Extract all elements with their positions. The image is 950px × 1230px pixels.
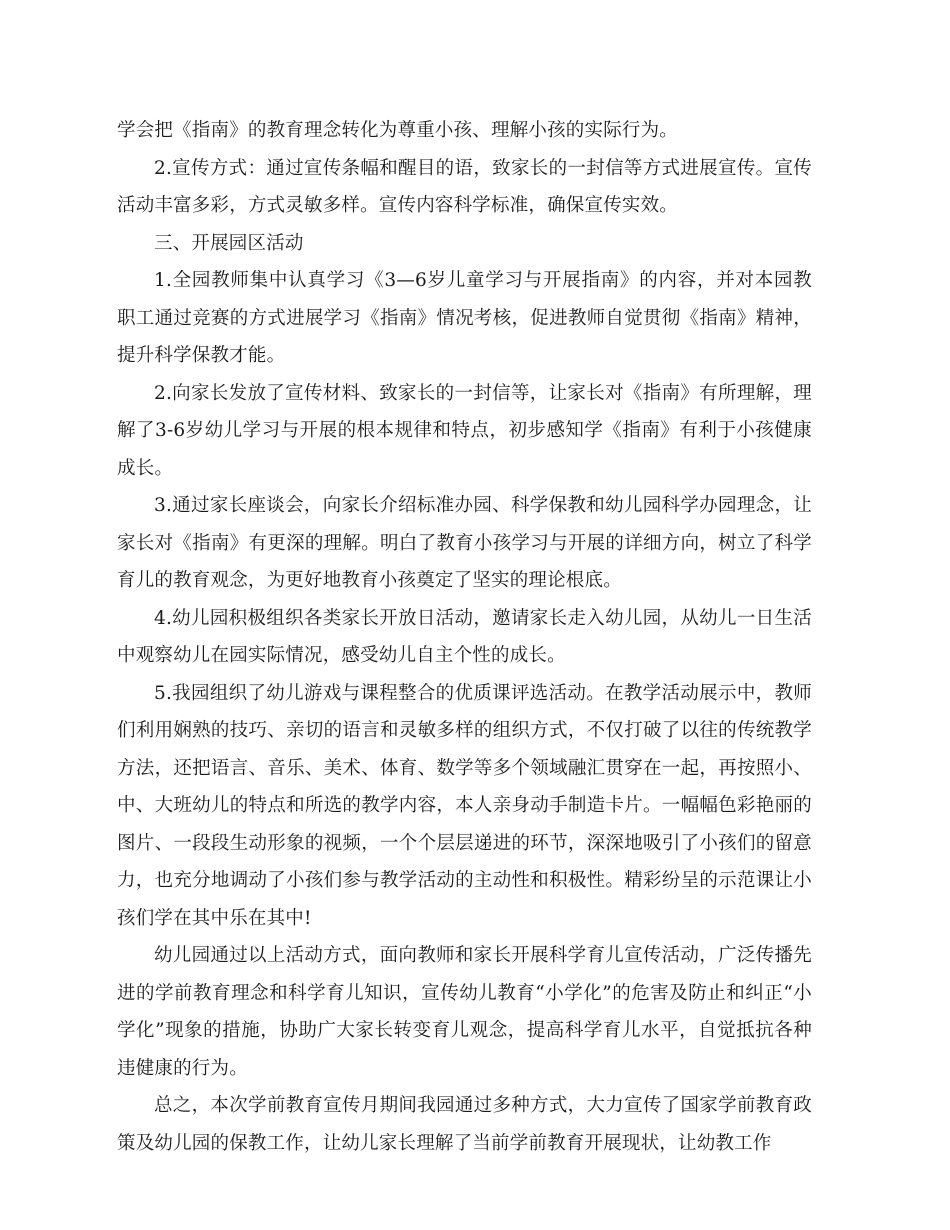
section-heading-activities: 三、开展园区活动 <box>154 232 304 254</box>
paragraph-item-2: 2.向家长发放了宣传材料、致家长的一封信等，让家长对《指南》有所理解，理解了3-6岁幼儿学习与开展的根本规律和特点，初步感知学《指南》有利于小孩健康成长。 <box>117 382 812 479</box>
paragraph-continuation: 学会把《指南》的教育理念转化为尊重小孩、理解小孩的实际行为。 <box>117 120 679 141</box>
paragraph-item-3: 3.通过家长座谈会，向家长介绍标准办园、科学保教和幼儿园科学办园理念，让家长对《指南》有更深的理解。明白了教育小孩学习与开展的详细方向，树立了科学育儿的教育观念，为更好地教育小孩奠定了坚实的理论根底。 <box>117 495 812 591</box>
paragraph-item-5: 5.我园组织了幼儿游戏与课程整合的优质课评选活动。在教学活动展示中，教师们利用娴熟的技巧、亲切的语言和灵敏多样的组织方式，不仅打破了以往的传统教学方法，还把语言、音乐、美术、体育、数学等多个领域融汇贯穿在一起，再按照小、中、大班幼儿的特点和所选的教学内容，本人亲身动手制造卡片。一幅幅色彩艳丽的图片、一段段生动形象的视频，一个个层层递进的环节，深深地吸引了小孩们的留意力，也充分地调动了小孩们参与教学活动的主动性和积极性。精彩纷呈的示范课让小孩们学在其中乐在其中! <box>117 682 812 929</box>
paragraph-conclusion: 总之，本次学前教育宣传月期间我园通过多种方式，大力宣传了国家学前教育政策及幼儿园的保教工作，让幼儿家长理解了当前学前教育开展现状，让幼教工作 <box>117 1095 812 1154</box>
paragraph-publicity-method: 2.宣传方式：通过宣传条幅和醒目的语，致家长的一封信等方式进展宣传。宣传活动丰富多彩，方式灵敏多样。宣传内容科学标准，确保宣传实效。 <box>117 157 812 216</box>
paragraph-item-1: 1.全园教师集中认真学习《3—6岁儿童学习与开展指南》的内容，并对本园教职工通过竞赛的方式进展学习《指南》情况考核，促进教师自觉贯彻《指南》精神，提升科学保教才能。 <box>117 270 812 366</box>
paragraph-item-4: 4.幼儿园积极组织各类家长开放日活动，邀请家长走入幼儿园，从幼儿一日生活中观察幼儿在园实际情况，感受幼儿自主个性的成长。 <box>117 607 812 666</box>
document-body <box>117 112 812 1162</box>
paragraph-summary-activities: 幼儿园通过以上活动方式，面向教师和家长开展科学育儿宣传活动，广泛传播先进的学前教育理念和科学育儿知识，宣传幼儿教育“小学化”的危害及防止和纠正“小学化”现象的措施，协助广大家长转变育儿观念，提高科学育儿水平，自觉抵抗各种违健康的行为。 <box>117 945 812 1079</box>
